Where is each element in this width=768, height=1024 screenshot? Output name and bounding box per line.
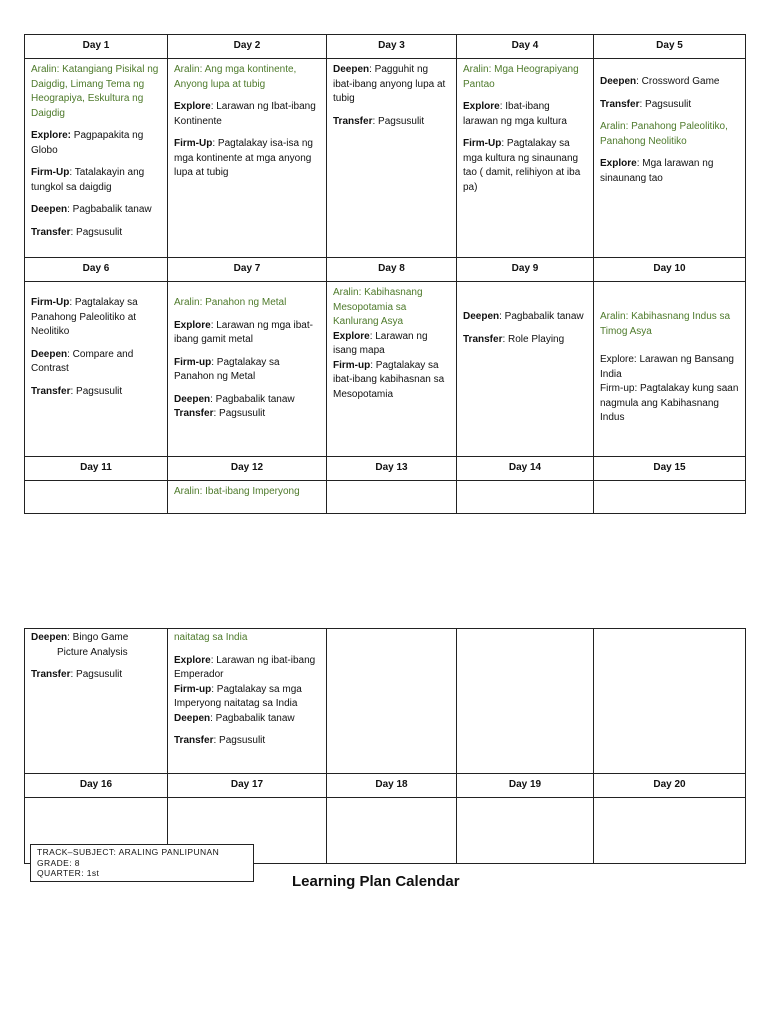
transfer-label: Transfer (31, 385, 71, 397)
aralin-text: Mga Heograpiyang Pantao (463, 64, 579, 90)
day-5-cell (594, 59, 746, 258)
explore-entry (600, 157, 739, 186)
aralin-entry (31, 63, 161, 121)
transfer-label: Transfer (174, 735, 214, 746)
day-9-cell (457, 282, 594, 457)
continued-cell-5 (594, 629, 746, 774)
aralin-entry (174, 63, 320, 92)
continued-cell-3 (327, 629, 457, 774)
explore-text: : Ibat-ibang larawan ng mga kultura (463, 101, 567, 127)
explore-text: : Larawan ng Ibat-ibang Kontinente (174, 101, 316, 127)
firmup-entry (31, 296, 161, 340)
day-18-cell (327, 798, 457, 864)
deepen-text: : Pagbabalik tanaw (67, 204, 152, 215)
transfer-text: : Pagsusulit (372, 115, 425, 127)
deepen-entry (600, 75, 739, 90)
deepen-label: Deepen (31, 204, 68, 215)
transfer-label: Transfer (600, 98, 640, 110)
firmup-entry (174, 683, 320, 712)
calendar-page-1 (24, 34, 746, 514)
deepen-entry (31, 631, 161, 646)
header-row-week-4 (25, 774, 746, 798)
transfer-entry (31, 385, 161, 400)
aralin-text: Kabihasnang Indus sa Timog Asya (600, 311, 731, 337)
header-row-week-1 (25, 35, 746, 59)
deepen-text: : Bingo Game (67, 632, 129, 643)
explore-text: : Larawan ng isang mapa (333, 330, 428, 356)
firmup-entry (174, 137, 320, 181)
header-row-week-3 (25, 457, 746, 481)
firmup-text: : Tatalakayin ang tungkol sa daigdig (31, 167, 145, 193)
transfer-text: : Pagsusulit (213, 408, 266, 419)
explore-text: : Larawan ng ibat-ibang Emperador (174, 654, 316, 680)
aralin-text: Katangiang Pisikal ng Daigdig, Limang Tema ng Heograpiya, Eskultura ng Daigdig (31, 64, 159, 119)
aralin-label: Aralin: (600, 121, 629, 132)
explore-text: : Mga larawan ng sinaunang tao (600, 158, 714, 184)
transfer-label: Transfer (174, 408, 214, 419)
day-19-cell (457, 798, 594, 864)
aralin-text: Panahong Paleolitiko, Panahong Neolitiko (600, 121, 728, 147)
day-12-cell (168, 481, 327, 514)
continued-cell-1 (25, 629, 168, 774)
day-header: Day 13 (327, 457, 457, 481)
content-row-week-3 (25, 481, 746, 514)
continued-cell-2 (168, 629, 327, 774)
firmup-entry (31, 166, 161, 195)
header-row-week-2 (25, 258, 746, 282)
explore-entry (463, 100, 587, 129)
day-header: Day 18 (327, 774, 457, 798)
day-header: Day 2 (168, 35, 327, 59)
transfer-text: : Pagsusulit (70, 385, 123, 397)
day-header: Day 20 (594, 774, 746, 798)
aralin-text: Panahon ng Metal (205, 297, 287, 308)
transfer-entry (463, 333, 587, 348)
transfer-entry (174, 734, 320, 749)
transfer-text: : Pagsusulit (70, 669, 123, 680)
day-header: Day 11 (25, 457, 168, 481)
day-header: Day 4 (457, 35, 594, 59)
transfer-text: : Pagsusulit (213, 735, 266, 746)
aralin-text: Ang mga kontinente, Anyong lupa at tubig (174, 64, 297, 90)
explore-label: Explore (333, 330, 370, 342)
day-15-cell (594, 481, 746, 514)
day-header: Day 7 (168, 258, 327, 282)
explore-entry (174, 654, 320, 683)
firmup-text: : Pagtalakay sa ibat-ibang kabihasnan sa Mesopotamia (333, 359, 445, 400)
day-header: Day 6 (25, 258, 168, 282)
aralin-label: Aralin: (333, 287, 362, 298)
firmup-label: Firm-Up (174, 138, 213, 149)
deepen-label: Deepen (174, 712, 211, 724)
day-header: Day 16 (25, 774, 168, 798)
transfer-entry (333, 115, 450, 130)
deepen-entry (31, 203, 161, 218)
firmup-text: : Pagtalakay sa Panahon ng Metal (174, 356, 280, 382)
explore-entry (174, 100, 320, 129)
day-14-cell (457, 481, 594, 514)
explore-label: Explore (174, 101, 211, 112)
deepen-entry (31, 348, 161, 377)
deepen-text: : Pagbabalik tanaw (499, 311, 584, 322)
continued-cell-4 (457, 629, 594, 774)
transfer-label: Transfer (31, 669, 71, 680)
firmup-label: Firm-Up (463, 138, 502, 149)
explore-label: Explore: (31, 130, 72, 141)
deepen-entry (174, 712, 320, 727)
day-2-cell (168, 59, 327, 258)
transfer-entry (600, 98, 739, 113)
day-6-cell (25, 282, 168, 457)
calendar-page-2 (24, 628, 746, 864)
day-header: Day 14 (457, 457, 594, 481)
firmup-entry (463, 137, 587, 195)
explore-entry: Explore: Larawan ng Bansang India (600, 354, 734, 380)
aralin-text: Kabihasnang Mesopotamia sa Kanlurang Asya (333, 287, 423, 327)
firmup-text: : Pagtalakay sa Panahong Paleolitiko at Neolitiko (31, 297, 138, 337)
firmup-label: Firm-Up (31, 297, 70, 308)
transfer-text: : Pagsusulit (70, 226, 123, 238)
deepen-text: : Crossword Game (636, 76, 720, 87)
firmup-entry (333, 359, 450, 403)
transfer-entry (31, 226, 161, 241)
firmup-entry (174, 356, 320, 385)
grade-line: GRADE: 8 (37, 857, 80, 868)
deepen-label: Deepen (31, 632, 68, 643)
explore-label: Explore (463, 101, 500, 112)
day-7-cell (168, 282, 327, 457)
explore-label: Explore (600, 158, 637, 169)
firmup-label: Firm-Up (31, 167, 70, 178)
transfer-text: : Pagsusulit (639, 98, 692, 110)
day-header: Day 10 (594, 258, 746, 282)
track-subject-line: TRACK–SUBJECT: ARALING PANLIPUNAN (37, 847, 220, 857)
deepen-entry (174, 393, 320, 408)
aralin-entry (600, 120, 739, 149)
day-header: Day 1 (25, 35, 168, 59)
aralin-entry (174, 296, 320, 311)
firmup-label: Firm-up (174, 356, 212, 368)
aralin-entry (600, 310, 739, 339)
day-4-cell (457, 59, 594, 258)
deepen-entry (463, 310, 587, 325)
day-header: Day 3 (327, 35, 457, 59)
firmup-label: Firm-up (333, 359, 371, 371)
deepen-entry (333, 63, 450, 107)
day-header: Day 9 (457, 258, 594, 282)
explore-label: Explore (174, 319, 211, 331)
deepen-label: Deepen (31, 348, 68, 360)
transfer-entry (174, 407, 320, 422)
deepen-text: : Pagguhit ng ibat-ibang anyong lupa at tubig (333, 64, 446, 104)
deepen-label: Deepen (463, 311, 500, 322)
aralin-label: Aralin: (600, 311, 629, 322)
aralin-label: Aralin: (174, 64, 203, 75)
firmup-entry: Firm-up: Pagtalakay kung saan nagmula ang Kabihasnang Indus (600, 383, 739, 423)
content-row-continued (25, 629, 746, 774)
transfer-text: : Role Playing (502, 333, 565, 345)
day-11-cell (25, 481, 168, 514)
firmup-label: Firm-up (174, 683, 212, 695)
content-row-week-2 (25, 282, 746, 457)
deepen-text: : Pagbabalik tanaw (210, 393, 295, 405)
aralin-continued: naitatag sa India (174, 632, 248, 643)
aralin-label: Aralin: (463, 64, 492, 75)
subject-info-box (30, 844, 254, 882)
day-8-cell (327, 282, 457, 457)
day-20-cell (594, 798, 746, 864)
day-1-cell (25, 59, 168, 258)
firmup-text: : Pagtalakay sa mga kultura ng sinaunang tao ( damit, relihiyon at iba pa) (463, 138, 581, 193)
aralin-label: Aralin: (174, 486, 203, 497)
aralin-entry (174, 485, 320, 500)
day-13-cell (327, 481, 457, 514)
deepen-continued: Picture Analysis (57, 646, 128, 658)
deepen-label: Deepen (174, 393, 211, 405)
aralin-text: Ibat-ibang Imperyong (205, 486, 300, 497)
explore-entry (31, 129, 161, 158)
day-header: Day 19 (457, 774, 594, 798)
explore-text: Pagpapakita ng Globo (31, 130, 144, 156)
transfer-label: Transfer (31, 226, 71, 238)
deepen-text: : Pagbabalik tanaw (210, 712, 295, 724)
day-3-cell (327, 59, 457, 258)
explore-text: : Larawan ng mga ibat-ibang gamit metal (174, 319, 313, 345)
explore-label: Explore (174, 654, 211, 666)
explore-entry (333, 330, 450, 359)
day-header: Day 5 (594, 35, 746, 59)
day-header: Day 15 (594, 457, 746, 481)
aralin-entry (463, 63, 587, 92)
day-header: Day 8 (327, 258, 457, 282)
day-10-cell (594, 282, 746, 457)
aralin-label: Aralin: (174, 297, 203, 308)
day-header: Day 17 (168, 774, 327, 798)
aralin-label: Aralin: (31, 64, 60, 75)
deepen-text: : Compare and Contrast (31, 348, 134, 374)
quarter-line: QUARTER: 1st (37, 868, 100, 879)
transfer-entry (31, 668, 161, 683)
firmup-text: : Pagtalakay isa-isa ng mga kontinente at mga anyong lupa at tubig (174, 138, 313, 178)
deepen-label: Deepen (600, 76, 637, 87)
firmup-text: : Pagtalakay sa mga Imperyong naitatag sa India (174, 683, 302, 709)
transfer-label: Transfer (463, 333, 503, 345)
transfer-label: Transfer (333, 115, 373, 127)
aralin-entry (333, 286, 450, 330)
page-title: Learning Plan Calendar (292, 873, 460, 890)
explore-entry (174, 319, 320, 348)
deepen-label: Deepen (333, 64, 370, 75)
day-header: Day 12 (168, 457, 327, 481)
content-row-week-1 (25, 59, 746, 258)
